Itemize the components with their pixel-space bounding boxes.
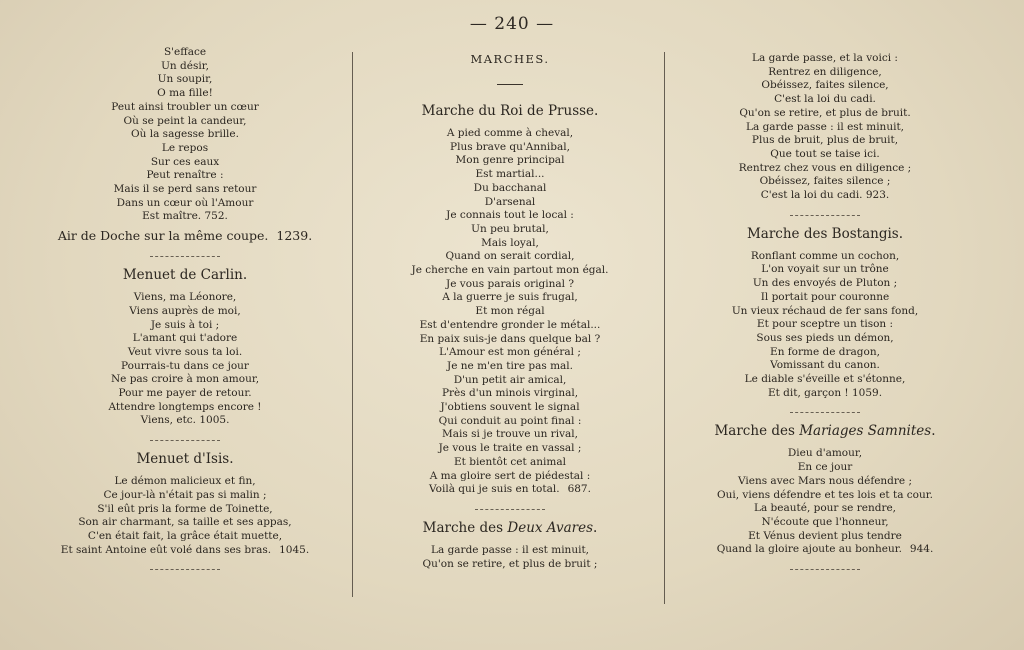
verse-line: Il portait pour couronne (760, 290, 890, 303)
verse-line: Et Vénus devient plus tendre (748, 529, 902, 542)
song-title (690, 423, 960, 439)
verse-line: Viens avec Mars nous défendre ; (737, 474, 913, 487)
verse-line: L'amant qui t'adore (132, 332, 238, 345)
verse-line-text: Voilà qui je suis en total. (429, 483, 560, 496)
verse-line: Un peu brutal, (471, 222, 549, 235)
verse-line: Sous ses pieds un démon, (756, 331, 894, 344)
verse-line (690, 543, 960, 557)
verse-line: Mais si je trouve un rival, (442, 428, 578, 441)
verse-line: Est martial... (475, 168, 545, 181)
verse-line: Près d'un minois virginal, (441, 387, 579, 400)
verse-line: Est d'entendre gronder le métal... (419, 318, 601, 331)
verse-line: Ronflant comme un cochon, (750, 249, 900, 262)
verse-line: D'un petit air amical, (453, 373, 567, 386)
verse-line: Obéissez, faites silence, (761, 79, 889, 92)
verse-line: O ma fille! (157, 87, 213, 100)
verse-line: Mais il se perd sans retour (113, 183, 257, 196)
verse-line: Je connais tout le local : (446, 209, 574, 222)
verse-line: Pourrais-tu dans ce jour (121, 359, 249, 372)
song-title: Menuet de Carlin. (122, 267, 248, 284)
verse-line: Qui conduit au point final : (438, 414, 582, 427)
verse-line: Mais loyal, (481, 236, 539, 249)
section-title: MARCHES. (470, 52, 550, 66)
verse-line: C'est la loi du cadi. (774, 93, 876, 106)
song-number: 1045. (279, 543, 310, 556)
verse-line: Et mon régal (475, 305, 545, 318)
title-dash (497, 84, 523, 85)
verse-line: Dieu d'amour, (787, 447, 863, 460)
verse-line: Son air charmant, sa taille et ses appas, (78, 516, 292, 529)
verse-line: Mon genre principal (455, 154, 565, 167)
verse-line: C'est la loi du cadi. 923. (760, 189, 890, 202)
verse-line: Peut ainsi troubler un cœur (111, 100, 259, 113)
verse-line-text: Et saint Antoine eût volé dans ses bras. (60, 543, 272, 556)
verse-line (370, 483, 650, 497)
verse-line: Un vieux réchaud de fer sans fond, (731, 304, 919, 317)
separator (790, 569, 860, 570)
verse-line: Et bientôt cet animal (454, 455, 566, 468)
separator (150, 256, 220, 257)
verse-line: Dans un cœur où l'Amour (116, 196, 254, 209)
verse-line: Et dit, garçon ! 1059. (767, 386, 883, 399)
verse-line: Vomissant du canon. (770, 359, 880, 372)
song-lines (370, 544, 650, 571)
verse-line: Je vous parais original ? (446, 277, 574, 290)
verse-line (50, 544, 320, 558)
verse-line: Obéissez, faites silence ; (759, 175, 891, 188)
column-divider-right (664, 52, 665, 604)
song-title-suffix: . (931, 423, 936, 440)
song-title-suffix: . (593, 519, 598, 536)
page-number: — 240 — (469, 14, 555, 34)
song-title-italic: Mariages Samnites (799, 423, 932, 440)
song-lines (690, 250, 960, 401)
verse-line: Je ne m'en tire pas mal. (447, 359, 573, 372)
verse-line: Un des envoyés de Pluton ; (752, 277, 898, 290)
separator (150, 569, 220, 570)
verse-line: Quand on serait cordial, (445, 250, 575, 263)
verse-line: S'il eût pris la forme de Toinette, (97, 502, 273, 515)
separator (150, 440, 220, 441)
verse-line: Veut vivre sous ta loi. (127, 345, 243, 358)
right-column (690, 46, 960, 578)
verse-line: A la guerre je suis frugal, (442, 291, 578, 304)
middle-column (370, 46, 650, 571)
verse-line: A ma gloire sert de piédestal : (429, 469, 591, 482)
left-column (50, 46, 320, 578)
song-number: 687. (567, 483, 591, 496)
air-number: 1239. (276, 228, 313, 244)
verse-line: C'en était fait, la grâce était muette, (87, 529, 283, 542)
verse-line: Qu'on se retire, et plus de bruit. (739, 106, 911, 119)
verse-line: D'arsenal (484, 195, 536, 208)
verse-line: La garde passe, et la voici : (752, 52, 898, 64)
song-title (370, 520, 650, 536)
song-lines (50, 291, 320, 428)
verse-line: En forme de dragon, (770, 345, 880, 358)
verse-line: Qu'on se retire, et plus de bruit ; (422, 557, 598, 570)
verse-line: Du bacchanal (473, 181, 547, 194)
verse-line: Viens auprès de moi, (129, 304, 241, 317)
verse-line: Ce jour-là n'était pas si malin ; (103, 488, 267, 501)
verse-line-text: Quand la gloire ajoute au bonheur. (716, 543, 902, 556)
song-lines (370, 127, 650, 497)
verse-line: A pied comme à cheval, (446, 127, 574, 139)
verse-line: N'écoute que l'honneur, (761, 515, 889, 528)
verse-line: Le diable s'éveille et s'étonne, (744, 373, 906, 386)
separator (790, 215, 860, 216)
verse-line: Rentrez en diligence, (768, 65, 882, 78)
song-title-italic: Deux Avares (507, 519, 594, 536)
song-lines (50, 475, 320, 557)
verse-line: Plus de bruit, plus de bruit, (751, 134, 899, 147)
verse-line: La garde passe : il est minuit, (746, 120, 904, 133)
verse-line: Est maître. 752. (142, 210, 228, 223)
verse-line: Viens, etc. 1005. (140, 414, 230, 427)
verse-line: Un soupir, (157, 73, 213, 86)
verse-line: Oui, viens défendre et tes lois et ta cour. (717, 488, 933, 501)
verse-line: Je cherche en vain partout mon égal. (411, 264, 609, 277)
verse-line: Sur ces eaux (150, 155, 220, 168)
verse-line: En ce jour (797, 461, 853, 474)
verse-line: Attendre longtemps encore ! (108, 400, 262, 413)
song-title: Marche du Roi de Prusse. (421, 103, 599, 119)
verse-line: Pour me payer de retour. (118, 387, 252, 400)
column-divider-left (352, 52, 353, 597)
verse-line: L'on voyait sur un trône (761, 263, 889, 276)
song-number: 944. (909, 543, 934, 556)
verse-line: S'efface (163, 46, 207, 58)
verse-line: Un désir, (161, 59, 209, 72)
song-lines (690, 447, 960, 557)
verse-continued (690, 52, 960, 203)
song-title: Menuet d'Isis. (136, 451, 234, 468)
verse-line: Viens, ma Léonore, (133, 291, 237, 304)
verse-line: Le repos (161, 141, 209, 154)
verse-line: L'Amour est mon général ; (439, 346, 581, 359)
verse-line: En paix suis-je dans quelque bal ? (419, 332, 601, 345)
verse-continued (50, 46, 320, 224)
verse-line: Rentrez chez vous en diligence ; (738, 161, 912, 174)
verse-line: Le démon malicieux et fin, (114, 475, 256, 488)
air-heading-text: Air de Doche sur la même coupe. (57, 228, 269, 244)
verse-line: Et pour sceptre un tison : (756, 318, 894, 331)
verse-line: Que tout se taise ici. (770, 147, 880, 160)
song-title: Marche des Bostangis. (746, 225, 904, 242)
verse-line: Où la sagesse brille. (131, 128, 239, 141)
verse-line: Peut renaître : (146, 169, 224, 182)
verse-line: Plus brave qu'Annibal, (450, 140, 570, 153)
verse-line: La beauté, pour se rendre, (753, 502, 897, 515)
separator (790, 412, 860, 413)
verse-line: J'obtiens souvent le signal (440, 401, 580, 414)
song-title-prefix: Marche des (714, 423, 800, 440)
song-title-prefix: Marche des (422, 519, 508, 536)
verse-line: Je vous le traite en vassal ; (438, 442, 582, 455)
air-heading (50, 228, 320, 244)
verse-line: Ne pas croire à mon amour, (110, 373, 260, 386)
verse-line: Je suis à toi ; (150, 318, 220, 331)
verse-line: Où se peint la candeur, (123, 114, 247, 127)
verse-line: La garde passe : il est minuit, (431, 543, 589, 556)
separator (475, 509, 545, 510)
